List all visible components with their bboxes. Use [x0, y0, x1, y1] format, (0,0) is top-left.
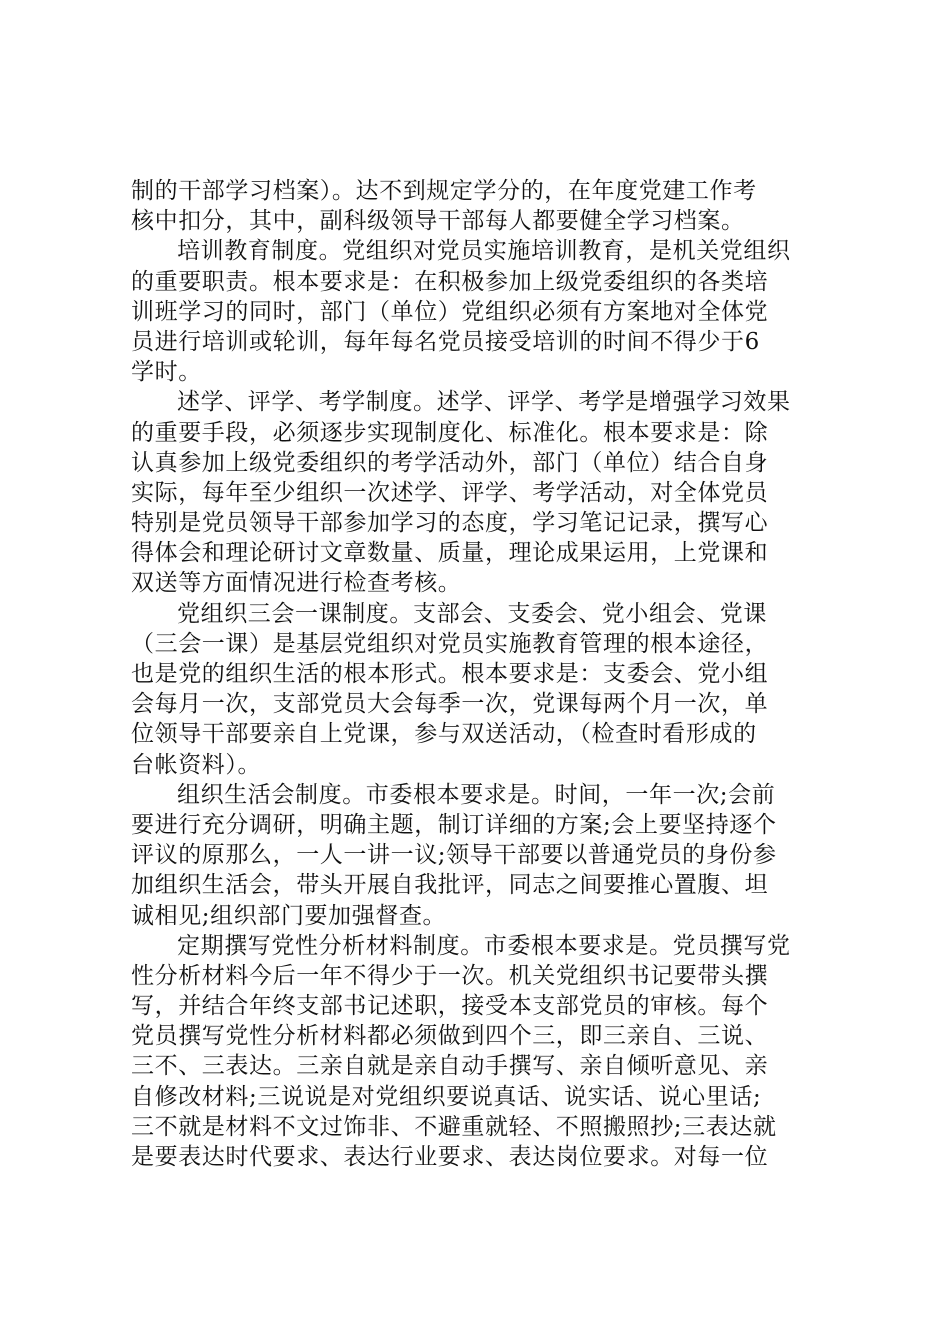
text-line: 诚相见;组织部门要加强督查。: [131, 902, 447, 929]
text-line: 特别是党员领导干部参加学习的态度，学习笔记记录，撰写心: [131, 510, 769, 537]
text-line: 的重要职责。根本要求是：在积极参加上级党委组织的各类培: [131, 268, 769, 295]
text-line: 定期撰写党性分析材料制度。市委根本要求是。党员撰写党: [177, 932, 791, 959]
text-line: 制的干部学习档案）。达不到规定学分的，在年度党建工作考: [131, 178, 757, 204]
text-line: 学时。: [131, 359, 202, 386]
text-line: 训班学习的同时，部门（单位）党组织必须有方案地对全体党: [131, 298, 769, 325]
text-line: 认真参加上级党委组织的考学活动外，部门（单位）结合自身: [131, 449, 769, 476]
text-line: 三不、三表达。三亲自就是亲自动手撰写、亲自倾听意见、亲: [131, 1053, 769, 1080]
text-line: 会每月一次，支部党员大会每季一次，党课每两个月一次，单: [131, 691, 769, 718]
text-line: 三不就是材料不文过饰非、不避重就轻、不照搬照抄;三表达就: [131, 1113, 777, 1140]
text-line: 位领导干部要亲自上党课，参与双送活动，（检查时看形成的: [131, 721, 757, 748]
text-line: 培训教育制度。党组织对党员实施培训教育，是机关党组织: [177, 238, 791, 265]
text-line: 写，并结合年终支部书记述职，接受本支部党员的审核。每个: [131, 993, 769, 1020]
document-body-text: [131, 176, 830, 1172]
text-line: 实际，每年至少组织一次述学、评学、考学活动，对全体党员: [131, 479, 769, 506]
text-line: 也是党的组织生活的根本形式。根本要求是：支委会、党小组: [131, 661, 769, 687]
text-line: 得体会和理论研讨文章数量、质量，理论成果运用，上党课和: [131, 540, 769, 567]
text-line: 党组织三会一课制度。支部会、支委会、党小组会、党课: [177, 600, 767, 627]
text-line: 性分析材料今后一年不得少于一次。机关党组织书记要带头撰: [131, 962, 769, 989]
text-line: 是要表达时代要求、表达行业要求、表达岗位要求。对每一位: [131, 1144, 769, 1170]
text-line: 双送等方面情况进行检查考核。: [131, 570, 462, 597]
text-line: 评议的原那么，一人一讲一议;领导干部要以普通党员的身份参: [131, 842, 777, 869]
text-line: 要进行充分调研，明确主题，制订详细的方案;会上要坚持逐个: [131, 811, 777, 838]
text-line: （三会一课）是基层党组织对党员实施教育管理的根本途径，: [131, 630, 769, 657]
text-line: 党员撰写党性分析材料都必须做到四个三，即三亲自、三说、: [131, 1023, 769, 1050]
text-line: 组织生活会制度。市委根本要求是。时间，一年一次;会前: [177, 781, 776, 808]
text-line: 核中扣分，其中，副科级领导干部每人都要健全学习档案。: [131, 208, 745, 235]
text-line: 的重要手段，必须逐步实现制度化、标准化。根本要求是：除: [131, 419, 769, 446]
text-line: 自修改材料;三说说是对党组织要说真话、说实话、说心里话;: [131, 1083, 762, 1110]
text-line: 述学、评学、考学制度。述学、评学、考学是增强学习效果: [177, 389, 791, 416]
text-line: 加组织生活会，带头开展自我批评，同志之间要推心置腹、坦: [131, 872, 769, 899]
text-line: 员进行培训或轮训，每年每名党员接受培训的时间不得少于6: [131, 328, 760, 355]
text-line: 台帐资料）。: [131, 751, 262, 778]
